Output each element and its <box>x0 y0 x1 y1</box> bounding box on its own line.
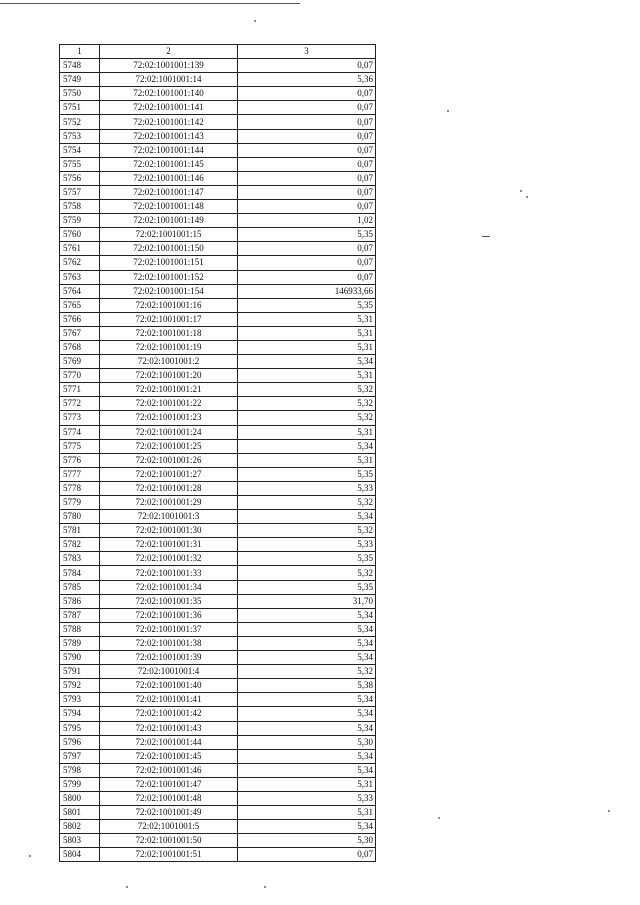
value-cell: 5,34 <box>238 636 376 650</box>
value-cell: 0,07 <box>238 101 376 115</box>
cadastral-number-cell: 72:02:1001001:23 <box>100 411 238 425</box>
value-cell: 5,35 <box>238 228 376 242</box>
cadastral-number-cell: 72:02:1001001:47 <box>100 777 238 791</box>
row-number-cell: 5795 <box>60 721 100 735</box>
header-rule <box>0 3 300 4</box>
table-row <box>60 355 376 369</box>
value-cell: 5,32 <box>238 665 376 679</box>
value-cell: 0,07 <box>238 185 376 199</box>
cadastral-number-cell: 72:02:1001001:50 <box>100 834 238 848</box>
value-cell: 0,07 <box>238 242 376 256</box>
row-number-cell: 5748 <box>60 59 100 73</box>
cadastral-number-cell: 72:02:1001001:20 <box>100 369 238 383</box>
row-number-cell: 5787 <box>60 608 100 622</box>
table-row <box>60 439 376 453</box>
value-cell: 5,35 <box>238 552 376 566</box>
row-number-cell: 5772 <box>60 397 100 411</box>
value-cell: 5,31 <box>238 777 376 791</box>
cadastral-number-cell: 72:02:1001001:4 <box>100 665 238 679</box>
table-row <box>60 806 376 820</box>
table-row <box>60 566 376 580</box>
table-row <box>60 679 376 693</box>
scan-speck <box>520 190 522 192</box>
row-number-cell: 5749 <box>60 73 100 87</box>
cadastral-number-cell: 72:02:1001001:139 <box>100 59 238 73</box>
table-row <box>60 622 376 636</box>
value-cell: 5,31 <box>238 326 376 340</box>
value-cell: 5,30 <box>238 735 376 749</box>
table-row <box>60 369 376 383</box>
row-number-cell: 5784 <box>60 566 100 580</box>
row-number-cell: 5801 <box>60 806 100 820</box>
value-cell: 5,32 <box>238 566 376 580</box>
table-row <box>60 59 376 73</box>
table-row <box>60 707 376 721</box>
cadastral-number-cell: 72:02:1001001:37 <box>100 622 238 636</box>
row-number-cell: 5750 <box>60 87 100 101</box>
scan-speck <box>447 110 449 112</box>
table-row <box>60 270 376 284</box>
table-row <box>60 735 376 749</box>
table-body <box>60 59 376 862</box>
value-cell: 5,31 <box>238 453 376 467</box>
cadastral-number-cell: 72:02:1001001:147 <box>100 185 238 199</box>
cadastral-number-cell: 72:02:1001001:19 <box>100 340 238 354</box>
row-number-cell: 5755 <box>60 157 100 171</box>
cadastral-number-cell: 72:02:1001001:31 <box>100 538 238 552</box>
cadastral-number-cell: 72:02:1001001:38 <box>100 636 238 650</box>
scan-speck <box>526 196 528 198</box>
cadastral-number-cell: 72:02:1001001:34 <box>100 580 238 594</box>
row-number-cell: 5769 <box>60 355 100 369</box>
table-row <box>60 763 376 777</box>
cadastral-number-cell: 72:02:1001001:3 <box>100 510 238 524</box>
cadastral-number-cell: 72:02:1001001:149 <box>100 214 238 228</box>
value-cell: 5,35 <box>238 580 376 594</box>
row-number-cell: 5778 <box>60 481 100 495</box>
row-number-cell: 5758 <box>60 200 100 214</box>
row-number-cell: 5753 <box>60 129 100 143</box>
cadastral-number-cell: 72:02:1001001:151 <box>100 256 238 270</box>
row-number-cell: 5798 <box>60 763 100 777</box>
row-number-cell: 5793 <box>60 693 100 707</box>
scan-speck <box>264 886 266 888</box>
cadastral-number-cell: 72:02:1001001:44 <box>100 735 238 749</box>
value-cell: 0,07 <box>238 256 376 270</box>
cadastral-number-cell: 72:02:1001001:15 <box>100 228 238 242</box>
value-cell: 5,34 <box>238 622 376 636</box>
value-cell: 5,38 <box>238 679 376 693</box>
value-cell: 5,31 <box>238 369 376 383</box>
cadastral-number-cell: 72:02:1001001:14 <box>100 73 238 87</box>
value-cell: 5,34 <box>238 355 376 369</box>
cadastral-number-cell: 72:02:1001001:141 <box>100 101 238 115</box>
row-number-cell: 5763 <box>60 270 100 284</box>
table-row <box>60 228 376 242</box>
value-cell: 5,34 <box>238 707 376 721</box>
cadastral-number-cell: 72:02:1001001:150 <box>100 242 238 256</box>
scan-speck <box>254 20 256 22</box>
row-number-cell: 5796 <box>60 735 100 749</box>
cadastral-number-cell: 72:02:1001001:18 <box>100 326 238 340</box>
scan-speck <box>438 817 440 819</box>
cadastral-table <box>59 44 376 862</box>
cadastral-number-cell: 72:02:1001001:46 <box>100 763 238 777</box>
table-row <box>60 538 376 552</box>
table-row <box>60 87 376 101</box>
cadastral-number-cell: 72:02:1001001:5 <box>100 820 238 834</box>
table-row <box>60 115 376 129</box>
cadastral-number-cell: 72:02:1001001:30 <box>100 524 238 538</box>
value-cell: 5,31 <box>238 806 376 820</box>
row-number-cell: 5768 <box>60 340 100 354</box>
cadastral-number-cell: 72:02:1001001:142 <box>100 115 238 129</box>
table-row <box>60 383 376 397</box>
value-cell: 5,35 <box>238 298 376 312</box>
scan-dash <box>482 236 490 237</box>
value-cell: 5,34 <box>238 693 376 707</box>
cadastral-number-cell: 72:02:1001001:146 <box>100 171 238 185</box>
table-row <box>60 425 376 439</box>
cadastral-number-cell: 72:02:1001001:48 <box>100 791 238 805</box>
cadastral-number-cell: 72:02:1001001:39 <box>100 651 238 665</box>
cadastral-number-cell: 72:02:1001001:29 <box>100 496 238 510</box>
table-row <box>60 749 376 763</box>
row-number-cell: 5788 <box>60 622 100 636</box>
table-row <box>60 157 376 171</box>
table-row <box>60 312 376 326</box>
row-number-cell: 5783 <box>60 552 100 566</box>
value-cell: 5,34 <box>238 608 376 622</box>
table-row <box>60 594 376 608</box>
cadastral-number-cell: 72:02:1001001:154 <box>100 284 238 298</box>
value-cell: 5,33 <box>238 791 376 805</box>
table-row <box>60 73 376 87</box>
cadastral-number-cell: 72:02:1001001:28 <box>100 481 238 495</box>
table-row <box>60 326 376 340</box>
cadastral-number-cell: 72:02:1001001:152 <box>100 270 238 284</box>
row-number-cell: 5757 <box>60 185 100 199</box>
row-number-cell: 5760 <box>60 228 100 242</box>
value-cell: 0,07 <box>238 157 376 171</box>
row-number-cell: 5773 <box>60 411 100 425</box>
table-row <box>60 496 376 510</box>
cadastral-number-cell: 72:02:1001001:33 <box>100 566 238 580</box>
table-row <box>60 524 376 538</box>
cadastral-number-cell: 72:02:1001001:45 <box>100 749 238 763</box>
value-cell: 5,33 <box>238 481 376 495</box>
row-number-cell: 5779 <box>60 496 100 510</box>
row-number-cell: 5767 <box>60 326 100 340</box>
value-cell: 0,07 <box>238 200 376 214</box>
row-number-cell: 5774 <box>60 425 100 439</box>
row-number-cell: 5751 <box>60 101 100 115</box>
scan-speck <box>29 855 31 857</box>
row-number-cell: 5797 <box>60 749 100 763</box>
cadastral-number-cell: 72:02:1001001:143 <box>100 129 238 143</box>
cadastral-number-cell: 72:02:1001001:42 <box>100 707 238 721</box>
table-row <box>60 453 376 467</box>
table-row <box>60 143 376 157</box>
row-number-cell: 5786 <box>60 594 100 608</box>
table-row <box>60 481 376 495</box>
row-number-cell: 5765 <box>60 298 100 312</box>
table-row <box>60 340 376 354</box>
table-row <box>60 467 376 481</box>
value-cell: 5,36 <box>238 73 376 87</box>
row-number-cell: 5802 <box>60 820 100 834</box>
value-cell: 5,34 <box>238 510 376 524</box>
row-number-cell: 5764 <box>60 284 100 298</box>
value-cell: 0,07 <box>238 171 376 185</box>
row-number-cell: 5759 <box>60 214 100 228</box>
cadastral-number-cell: 72:02:1001001:24 <box>100 425 238 439</box>
table-row <box>60 510 376 524</box>
value-cell: 5,31 <box>238 312 376 326</box>
table-row <box>60 636 376 650</box>
row-number-cell: 5756 <box>60 171 100 185</box>
cadastral-number-cell: 72:02:1001001:51 <box>100 848 238 862</box>
row-number-cell: 5770 <box>60 369 100 383</box>
row-number-cell: 5780 <box>60 510 100 524</box>
value-cell: 5,32 <box>238 383 376 397</box>
table-row <box>60 834 376 848</box>
row-number-cell: 5799 <box>60 777 100 791</box>
table-row <box>60 411 376 425</box>
value-cell: 5,35 <box>238 467 376 481</box>
row-number-cell: 5777 <box>60 467 100 481</box>
cadastral-number-cell: 72:02:1001001:35 <box>100 594 238 608</box>
row-number-cell: 5789 <box>60 636 100 650</box>
table-row <box>60 256 376 270</box>
table-header-row <box>60 45 376 59</box>
cadastral-number-cell: 72:02:1001001:26 <box>100 453 238 467</box>
table-row <box>60 284 376 298</box>
table-row <box>60 101 376 115</box>
row-number-cell: 5776 <box>60 453 100 467</box>
value-cell: 5,34 <box>238 820 376 834</box>
value-cell: 5,30 <box>238 834 376 848</box>
value-cell: 0,07 <box>238 129 376 143</box>
value-cell: 5,32 <box>238 411 376 425</box>
cadastral-number-cell: 72:02:1001001:25 <box>100 439 238 453</box>
scan-speck <box>126 886 128 888</box>
row-number-cell: 5804 <box>60 848 100 862</box>
value-cell: 5,31 <box>238 340 376 354</box>
value-cell: 0,07 <box>238 59 376 73</box>
value-cell: 5,32 <box>238 524 376 538</box>
table-row <box>60 820 376 834</box>
table-row <box>60 791 376 805</box>
value-cell: 5,33 <box>238 538 376 552</box>
table-row <box>60 200 376 214</box>
row-number-cell: 5785 <box>60 580 100 594</box>
value-cell: 0,07 <box>238 270 376 284</box>
row-number-cell: 5800 <box>60 791 100 805</box>
cadastral-number-cell: 72:02:1001001:21 <box>100 383 238 397</box>
cadastral-number-cell: 72:02:1001001:36 <box>100 608 238 622</box>
value-cell: 5,32 <box>238 397 376 411</box>
cadastral-number-cell: 72:02:1001001:16 <box>100 298 238 312</box>
row-number-cell: 5762 <box>60 256 100 270</box>
row-number-cell: 5775 <box>60 439 100 453</box>
value-cell: 0,07 <box>238 848 376 862</box>
table-row <box>60 298 376 312</box>
scan-speck <box>608 810 610 812</box>
value-cell: 5,31 <box>238 425 376 439</box>
cadastral-number-cell: 72:02:1001001:41 <box>100 693 238 707</box>
cadastral-number-cell: 72:02:1001001:32 <box>100 552 238 566</box>
row-number-cell: 5790 <box>60 651 100 665</box>
value-cell: 5,34 <box>238 749 376 763</box>
value-cell: 5,32 <box>238 496 376 510</box>
value-cell: 0,07 <box>238 87 376 101</box>
cadastral-number-cell: 72:02:1001001:27 <box>100 467 238 481</box>
cadastral-number-cell: 72:02:1001001:49 <box>100 806 238 820</box>
cadastral-number-cell: 72:02:1001001:2 <box>100 355 238 369</box>
table-row <box>60 608 376 622</box>
cadastral-number-cell: 72:02:1001001:145 <box>100 157 238 171</box>
table-row <box>60 665 376 679</box>
value-cell: 0,07 <box>238 115 376 129</box>
table-row <box>60 214 376 228</box>
table-row <box>60 580 376 594</box>
table-row <box>60 848 376 862</box>
row-number-cell: 5754 <box>60 143 100 157</box>
table-row <box>60 693 376 707</box>
cadastral-number-cell: 72:02:1001001:43 <box>100 721 238 735</box>
cadastral-number-cell: 72:02:1001001:148 <box>100 200 238 214</box>
table-row <box>60 171 376 185</box>
value-cell: 5,34 <box>238 763 376 777</box>
value-cell: 146933,66 <box>238 284 376 298</box>
value-cell: 5,34 <box>238 721 376 735</box>
table-row <box>60 185 376 199</box>
cadastral-number-cell: 72:02:1001001:140 <box>100 87 238 101</box>
value-cell: 5,34 <box>238 439 376 453</box>
column-header-2: 2 <box>100 45 238 59</box>
column-header-1: 1 <box>60 45 100 59</box>
cadastral-number-cell: 72:02:1001001:144 <box>100 143 238 157</box>
value-cell: 5,34 <box>238 651 376 665</box>
row-number-cell: 5761 <box>60 242 100 256</box>
row-number-cell: 5771 <box>60 383 100 397</box>
column-header-3: 3 <box>238 45 376 59</box>
row-number-cell: 5782 <box>60 538 100 552</box>
table-row <box>60 242 376 256</box>
row-number-cell: 5781 <box>60 524 100 538</box>
row-number-cell: 5794 <box>60 707 100 721</box>
cadastral-number-cell: 72:02:1001001:40 <box>100 679 238 693</box>
value-cell: 1,02 <box>238 214 376 228</box>
value-cell: 0,07 <box>238 143 376 157</box>
row-number-cell: 5791 <box>60 665 100 679</box>
table-row <box>60 721 376 735</box>
cadastral-table-sheet <box>59 44 375 862</box>
row-number-cell: 5792 <box>60 679 100 693</box>
row-number-cell: 5752 <box>60 115 100 129</box>
row-number-cell: 5803 <box>60 834 100 848</box>
cadastral-number-cell: 72:02:1001001:17 <box>100 312 238 326</box>
table-row <box>60 777 376 791</box>
table-row <box>60 552 376 566</box>
row-number-cell: 5766 <box>60 312 100 326</box>
cadastral-number-cell: 72:02:1001001:22 <box>100 397 238 411</box>
table-row <box>60 129 376 143</box>
table-row <box>60 397 376 411</box>
value-cell: 31,70 <box>238 594 376 608</box>
table-row <box>60 651 376 665</box>
